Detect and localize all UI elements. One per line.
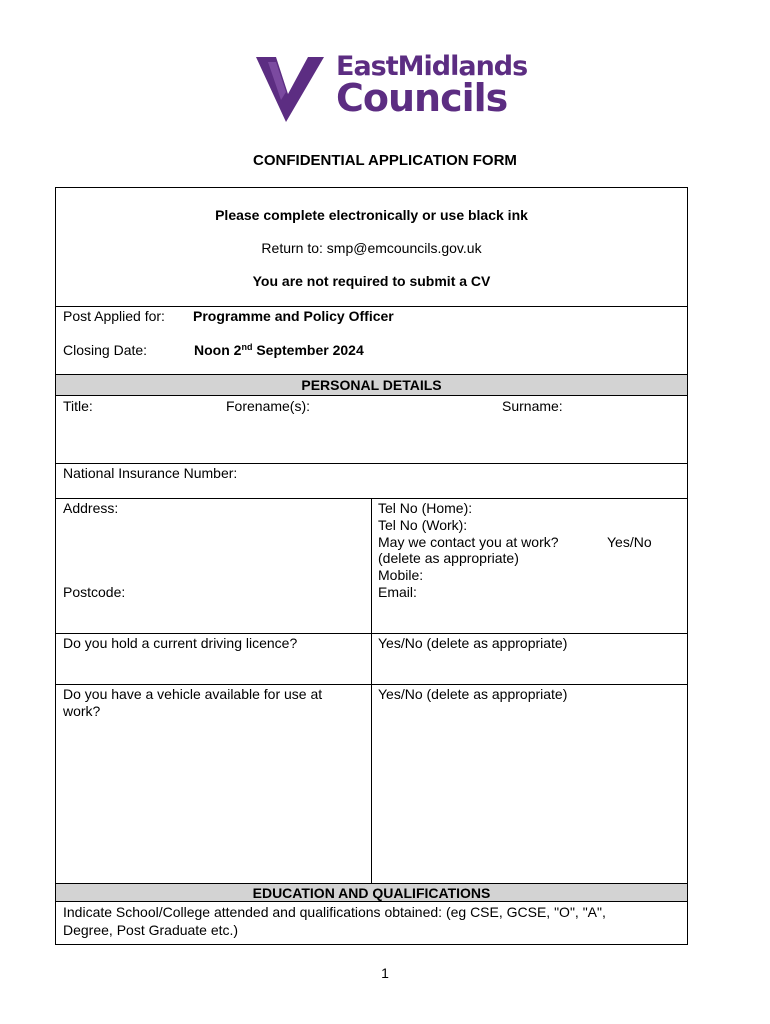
logo-line-councils: Councils (336, 76, 508, 120)
contact-at-work-question: May we contact you at work? (378, 534, 559, 550)
tel-home-label: Tel No (Home): (378, 500, 473, 516)
logo-line-east-midlands: EastMidlands (336, 51, 528, 82)
page-number: 1 (381, 965, 389, 981)
mobile-label: Mobile: (378, 567, 424, 583)
education-instruction-line-1: Indicate School/College attended and qualifications obtained: (eg CSE, GCSE, "O", "A", (63, 904, 606, 920)
instruction-text: Please complete electronically or use black ink (215, 207, 528, 223)
closing-date-value (194, 342, 364, 359)
post-applied-value[interactable]: Programme and Policy Officer (193, 308, 394, 324)
closing-date-suffix: September 2024 (252, 342, 364, 358)
email-label: Email: (378, 584, 417, 600)
cv-note: You are not required to submit a CV (252, 273, 491, 289)
contact-at-work-answer[interactable]: Yes/No (607, 534, 652, 550)
postcode-label: Postcode: (63, 584, 126, 600)
divider (56, 684, 687, 685)
east-midlands-councils-logo (254, 50, 528, 126)
education-heading: EDUCATION AND QUALIFICATIONS (56, 883, 687, 902)
forename-label: Forename(s): (226, 398, 311, 414)
checkmark-icon (254, 52, 326, 124)
tel-work-label: Tel No (Work): (378, 517, 468, 533)
ni-number-label: National Insurance Number: (63, 465, 238, 481)
education-instruction-line-2: Degree, Post Graduate etc.) (63, 922, 239, 938)
form-title: CONFIDENTIAL APPLICATION FORM (253, 152, 517, 169)
divider (56, 306, 687, 307)
closing-date-label: Closing Date: (63, 342, 148, 358)
surname-label: Surname: (502, 398, 563, 414)
divider (56, 633, 687, 634)
driving-licence-question: Do you hold a current driving licence? (63, 635, 298, 651)
personal-details-heading: PERSONAL DETAILS (56, 374, 687, 396)
address-field[interactable] (56, 499, 371, 633)
vehicle-answer[interactable]: Yes/No (delete as appropriate) (378, 686, 568, 702)
vehicle-question-line-1: Do you have a vehicle available for use at (63, 686, 323, 702)
driving-licence-answer[interactable]: Yes/No (delete as appropriate) (378, 635, 568, 651)
name-entry-area[interactable] (56, 395, 687, 463)
closing-date-ordinal: nd (241, 342, 253, 352)
column-divider (371, 498, 372, 883)
closing-date-prefix: Noon 2 (194, 342, 242, 358)
ni-number-field[interactable] (56, 464, 687, 498)
delete-as-appropriate-note: (delete as appropriate) (378, 550, 519, 566)
return-to-text: Return to: smp@emcouncils.gov.uk (261, 240, 482, 256)
address-label: Address: (63, 500, 119, 516)
vehicle-question-line-2: work? (63, 703, 101, 719)
post-applied-label: Post Applied for: (63, 308, 165, 324)
title-label: Title: (63, 398, 93, 414)
application-form-table (55, 187, 688, 945)
